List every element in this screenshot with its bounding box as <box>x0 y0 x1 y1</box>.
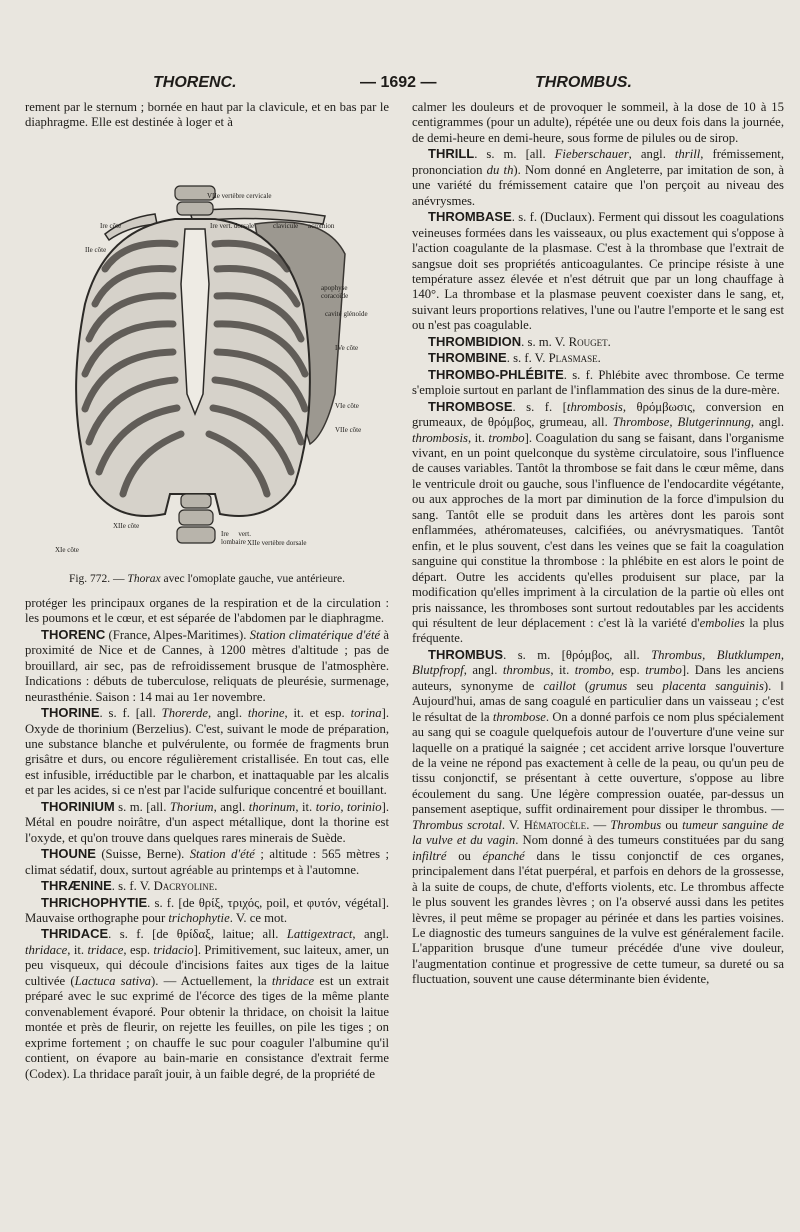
thorax-intro-text: rement par le sternum ; bornée en haut par la clavicule, et en bas par le diaphragme. Elle est destinée à loger et à <box>25 100 389 130</box>
entry-thrichophytie: THRICHOPHYTIE. s. f. [de θρίξ, τριχός, poil, et φυτόν, végétal]. Mauvaise orthographe pour trichophytie. V. ce mot. <box>25 894 389 925</box>
cross-reference: Rouget <box>568 334 608 349</box>
headword: THRICHOPHYTIE <box>41 894 148 910</box>
headword: THRIDACE <box>41 926 109 942</box>
cross-reference: Hématocèle <box>523 817 587 832</box>
label-acromion: acromion <box>308 221 335 230</box>
header-right-word: THROMBUS. <box>535 74 632 91</box>
headword: THROMBASE <box>428 209 512 225</box>
entry-thraenine: THRÆNINE. s. f. V. Dacryoline. <box>41 878 218 894</box>
entry-thrombine: THROMBINE. s. f. V. Plasmase. <box>428 350 601 366</box>
label-vert12: XIIe vertèbre dorsale <box>247 538 307 547</box>
entry-thorine: THORINE. s. f. [all. Thorerde, angl. thorine, it. et esp. torina]. Oxyde de thorinium (Berzelius). C'est, suivant le mode de préparation, une substance blanche et pulvérulente, ou formée de fragments brun grisâtre et durs, ou encore régulièrement cristallisée. En tout cas, elle est infusible, irréductible par le charbon, et inattaquable par les alcalis et par les acides, si ce n'est par l'acide sulfurique concentré et bouillant. <box>25 705 389 798</box>
caption-rest: avec l'omoplate gauche, vue antérieure. <box>160 572 346 585</box>
headword: THROMBUS <box>428 646 504 662</box>
label-cavite: cavité glénoïde <box>325 309 368 318</box>
entry-thridace: THRIDACE. s. f. [de θρίδαξ, laitue; all. Lattigextract, angl. thridace, it. tridace, esp. tridacio]. Primitivement, suc laiteux, amer, un peu visqueux, qui découle d'incisions faites aux tiges de la laitue cultivée (Lactuca sativa). — Actuellement, la thridace est un extrait préparé avec le suc exprimé de l'écorce des tiges de la même plante convenablement évaporé. Pour obtenir la thridace, on choisit la laitue montée et près de fleurir, on rejette les feuilles, on pile les tiges ; on exprime fortement ; on chauffe le suc pour coaguler l'albumine qu'il contient, on évapore au bain-marie en consistance d'extrait ferme (Codex). La thridace paraît jouir, à un faible degré, de la propriété de <box>25 926 389 1081</box>
figure-caption <box>25 572 389 587</box>
caption-title: Thorax <box>127 572 161 585</box>
entry-thrombophlebite: THROMBO-PHLÉBITE. s. f. Phlébite avec thrombose. Ce terme s'emploie surtout en parlant de l'inflammation des sinus de la dure-mère. <box>412 366 784 398</box>
headword: THORENC <box>41 626 106 642</box>
entry-thrombase: THROMBASE. s. f. (Duclaux). Ferment qui dissout les coagulations veineuses formées dans les vaisseaux, ou plus exactement qui s'oppose à l'action coagulante de la plasmase. C'est à la thrombase que l'extrait de sangsue doit ses propriétés anticoagulantes. Ce principe résiste à une température assez élevée et n'est détruit que par un long chauffage à 140°. La thrombase et la plasmase peuvent coexister dans le sang, et, suivant leurs proportions relatives, l'une ou l'autre l'emporte et le sang est ou n'est pas coagulable. <box>412 209 784 333</box>
running-header <box>0 74 800 98</box>
entry-thrombus: THROMBUS. s. m. [θρόμβος, all. Thrombus, Blutklumpen, Blutpfropf, angl. thrombus, it. trombo, esp. trumbo]. Dans les anciens auteurs, synonyme de caillot (grumus seu placenta sanguinis). ‖ Aujourd'hui, amas de sang coagulé en particulier dans un vaisseau ; c'est le résultat de la thrombose. On a donné parfois ce nom plus spécialement au sang qui se coagule quelquefois autour de l'ouverture d'une veine sur laquelle on a pratiqué la saignée ; cet accident arrive lorsque l'ouverture de la veine ne répond pas exactement à celle de la peau, ou qu'un peu de tissu conjonctif, se présentant à cette ouverture, s'oppose au libre écoulement du sang. Une légère compression ouatée, par-dessus un pansement aseptique, suffit ordinairement pour dissiper le thrombus. — Thrombus scrotal. V. Hématocèle. — Thrombus ou tumeur sanguine de la vulve et du vagin. Nom donné à des tumeurs constituées par du sang infiltré ou épanché dans le tissu conjonctif de ces organes, principalement dans l'état puerpéral, et parfois en dehors de la grossesse, à la suite de coups, de chute, d'efforts violents, etc. Le thrombus affecte le plus souvent les grandes lèvres ; on l'a observé aussi dans les petites lèvres, il peut même se propager au périnée et dans les parties voisines. Le diagnostic des tumeurs sanguines de la vulve est généralement facile. L'apparition brusque d'une tumeur précédée d'une vive douleur, l'augmentation continue et progressive de cette tumeur, sa dureté ou sa fluctuation, souvent une cause déterminante bien évidente, <box>412 646 785 987</box>
label-cote12: XIIe côte <box>113 521 140 530</box>
thorax-figure <box>25 134 389 596</box>
label-vert7: VIIe vertèbre cervicale <box>207 191 272 200</box>
caption-prefix: Fig. 772. — <box>68 572 128 585</box>
headword: THORINIUM <box>41 798 115 814</box>
headword: THROMBINE <box>428 350 507 366</box>
headword: THROMBOSE <box>428 398 513 414</box>
entry-thorinium: THORINIUM s. m. [all. Thorium, angl. thorinum, it. torio, torinio]. Métal en poudre noirâtre, d'un aspect métallique, dont la thorine est l'oxyde, et qu'on trouve dans quelques rares minerais de Suède. <box>25 798 389 845</box>
entry-thorenc: THORENC (France, Alpes-Maritimes). Station climatérique d'été à proximité de Nice et de Cannes, à 1200 mètres d'altitude ; pas de brouillard, air sec, pas de refroidissement brusque de l'atmosphère. Indications : débuts de tuberculose, reliquats de pleurésie, surmenage, neurasthénie. Saison : 14 mai au 1er novembre. <box>25 626 390 704</box>
left-column <box>25 100 389 1082</box>
label-cote11: XIe côte <box>55 545 79 554</box>
cross-reference: Plasmase <box>548 351 598 366</box>
label-coracoide: apophyse coracoïde <box>321 283 349 300</box>
label-vert1lumb: Ire vert. lombaire <box>221 529 251 546</box>
label-cote6: VIe côte <box>335 401 359 410</box>
header-left-word: THORENC. <box>153 74 237 91</box>
thorax-continuation: protéger les principaux organes de la respiration et de la circulation : les poumons et le cœur, et est séparée de l'abdomen par le diaphragme. <box>25 595 389 626</box>
headword: THOUNE <box>41 846 96 862</box>
label-vert1: Ire vert. dorsale <box>210 221 255 230</box>
headword: THRILL <box>428 146 475 162</box>
headword: THRÆNINE <box>41 878 112 894</box>
headword: THROMBIDION <box>428 333 522 349</box>
headword: THORINE <box>41 705 100 721</box>
label-clavicule: clavicule <box>273 221 299 230</box>
right-column <box>412 100 784 988</box>
label-cote2: IIe côte <box>85 245 107 254</box>
entry-thoune: THOUNE (Suisse, Berne). Station d'été ; altitude : 565 mètres ; climat sédatif, doux, surtout agréable au printemps et à l'automne. <box>25 846 389 877</box>
cross-reference: Dacryoline <box>153 879 215 894</box>
label-cote4: IVe côte <box>335 343 359 352</box>
entry-thrombidion: THROMBIDION. s. m. V. Rouget. <box>428 333 611 349</box>
page-number: — 1692 — <box>360 74 437 91</box>
label-cote7: VIIe côte <box>335 425 362 434</box>
thridace-continuation: calmer les douleurs et de provoquer le sommeil, à la dose de 10 à 15 centigrammes (pour un adulte), répétée une ou deux fois dans la journée, de demi-heure en demi-heure, sous forme de pilules ou de sirop. <box>412 100 784 145</box>
entry-thrill: THRILL. s. m. [all. Fieberschauer, angl. thrill, frémissement, prononciation du th). Nom donné en Angleterre, par imitation de son, à une variété du frémissement cataire que l'on perçoit au niveau des anévrysmes. <box>412 146 784 208</box>
entry-thrombose: THROMBOSE. s. f. [thrombosis, θρόμβωσις, conversion en grumeaux, de θρόμβος, grumeau, all. Thrombose, Blutgerinnung, angl. thrombosis, it. trombo]. Coagulation du sang se faisant, dans l'organisme vivant, en un point quelconque du système circulatoire, sous l'influence de causes variables. Tantôt la thrombose se fait dans le cœur même, dans le ventricule droit ou gauche, sous l'influence de l'endocardite végétante, ou aux approches de la mort par diminution de la force d'impulsion du sang. Tantôt elle se produit dans les artères dont les parois sont enflammées, athéromateuses, calcifiées, ou anévrysmatiques. Tantôt enfin, et le plus souvent, c'est dans les veines que se fait la coagulation sanguine qui constitue la thrombose : la phlébite en est alors le point de départ. Outre les accidents qu'elles produisent sur place, par la modification qu'elles impriment à la circulation de la partie où elles ont pris naissance, les thromboses sont surtout redoutables par les accidents qui résultent de leur déplacement : c'est là la variété d'embolies la plus fréquente. <box>412 398 785 646</box>
headword: THROMBO-PHLÉBITE <box>428 366 564 382</box>
label-cote1: Ire côte <box>100 221 122 230</box>
